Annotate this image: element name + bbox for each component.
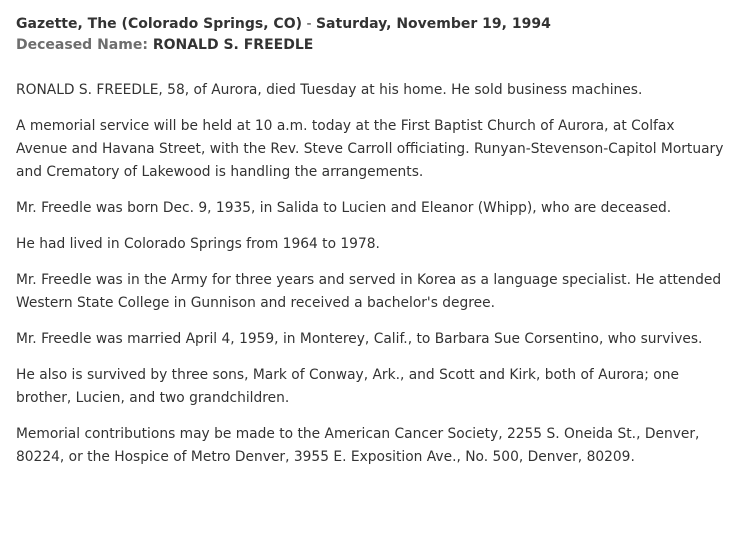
obituary-paragraph: RONALD S. FREEDLE, 58, of Aurora, died Tuesday at his home. He sold business machines.: [16, 82, 643, 98]
obituary-paragraph: He also is survived by three sons, Mark of Conway, Ark., and Scott and Kirk, both of Aurora; one brother, Lucien, and two grandchildren.: [16, 367, 679, 406]
publication-name: Gazette, The (Colorado Springs, CO): [16, 16, 303, 32]
header-separator: -: [302, 16, 316, 32]
publication-date: Saturday, November 19, 1994: [315, 16, 551, 32]
publication-header: [16, 14, 728, 35]
deceased-name-value: RONALD S. FREEDLE: [152, 37, 314, 53]
obituary-paragraph: Mr. Freedle was married April 4, 1959, in Monterey, Calif., to Barbara Sue Corsentino, who survives.: [16, 331, 703, 347]
obituary-body: [16, 79, 728, 469]
deceased-name-line: [16, 35, 728, 56]
obituary-paragraph: Memorial contributions may be made to the American Cancer Society, 2255 S. Oneida St., Denver, 80224, or the Hospice of Metro Denver, 3955 E. Exposition Ave., No. 500, Denver, 80209.: [16, 426, 700, 465]
obituary-paragraph: Mr. Freedle was in the Army for three years and served in Korea as a language specialist. He attended Western State College in Gunnison and received a bachelor's degree.: [16, 272, 722, 311]
deceased-name-label: Deceased Name:: [16, 37, 148, 53]
obituary-paragraph: He had lived in Colorado Springs from 1964 to 1978.: [16, 236, 380, 252]
obituary-paragraph: A memorial service will be held at 10 a.m. today at the First Baptist Church of Aurora, at Colfax Avenue and Havana Street, with the Rev. Steve Carroll officiating. Runyan-Stevenson-Capitol Mortuary and Crematory of Lakewood is handling the arrangements.: [16, 118, 724, 180]
obituary-paragraph: Mr. Freedle was born Dec. 9, 1935, in Salida to Lucien and Eleanor (Whipp), who are deceased.: [16, 200, 672, 216]
